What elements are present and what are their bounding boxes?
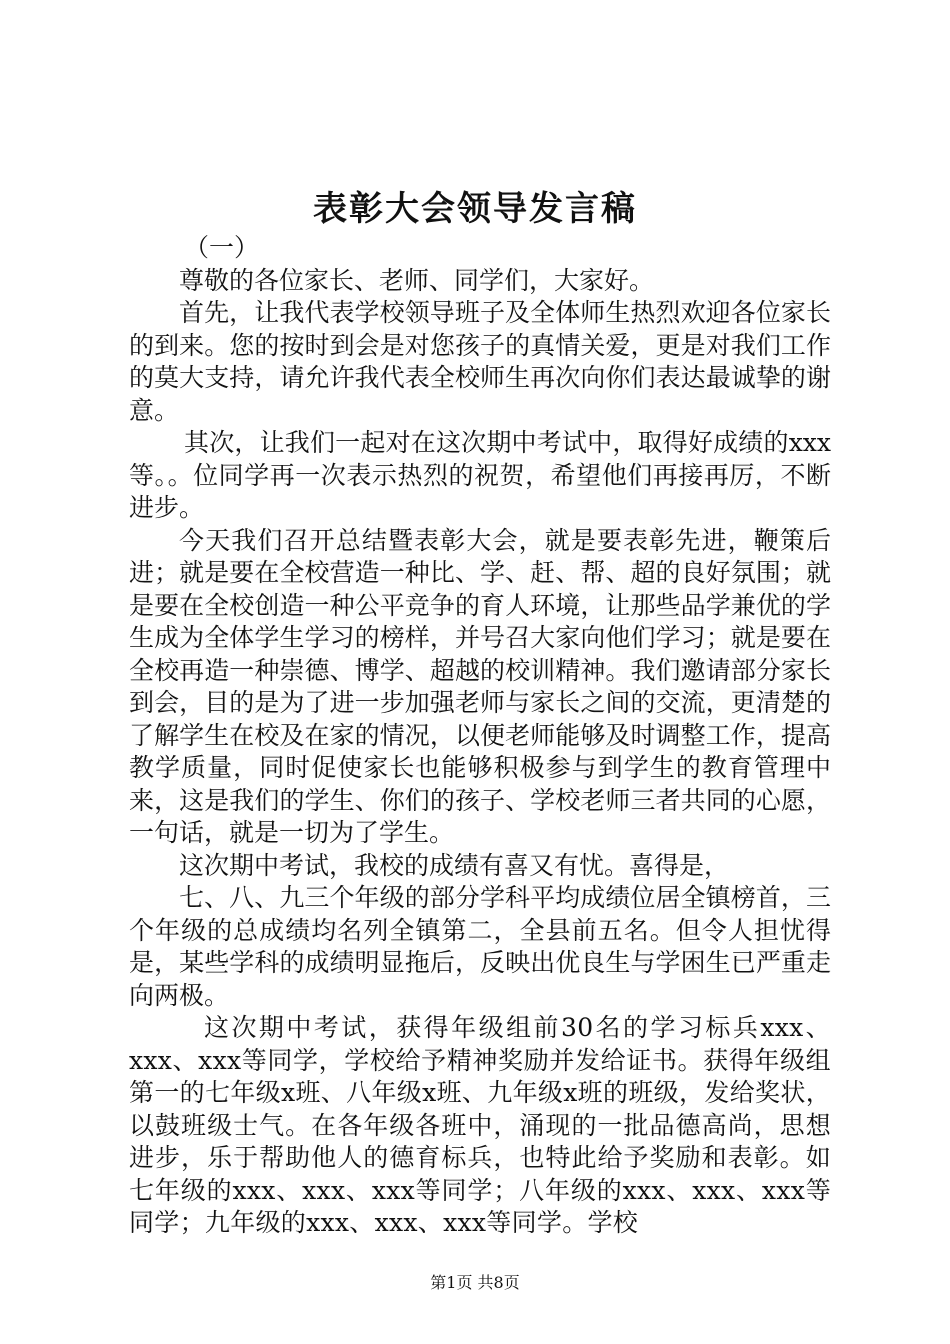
document-body xyxy=(129,232,831,1240)
body-paragraph: 今天我们召开总结暨表彰大会，就是要表彰先进，鞭策后进；就是要在全校营造一种比、学、赶、帮、超的良好氛围；就是要在全校创造一种公平竞争的育人环境，让那些品学兼优的学生成为全体学生学习的榜样，并号召大家向他们学习；就是要在全校再造一种崇德、博学、超越的校训精神。我们邀请部分家长到会，目的是为了进一步加强老师与家长之间的交流，更清楚的了解学生在校及在家的情况，以便老师能够及时调整工作，提高教学质量，同时促使家长也能够积极参与到学生的教育管理中来，这是我们的学生、你们的孩子、学校老师三者共同的心愿，一句话，就是一切为了学生。 xyxy=(129,525,831,847)
body-paragraph: 其次，让我们一起对在这次期中考试中，取得好成绩的xxx等。。位同学再一次表示热烈的祝贺，希望他们再接再厉，不断进步。 xyxy=(129,428,831,522)
greeting-paragraph: 尊敬的各位家长、老师、同学们，大家好。 xyxy=(179,265,655,295)
document-title: 表彰大会领导发言稿 xyxy=(313,189,637,229)
section-marker: （一） xyxy=(184,233,260,262)
body-paragraph: 这次期中考试，我校的成绩有喜又有忧。喜得是， xyxy=(179,850,730,880)
body-paragraph: 首先，让我代表学校领导班子及全体师生热烈欢迎各位家长的到来。您的按时到会是对您孩子的真情关爱，更是对我们工作的莫大支持，请允许我代表全校师生再次向你们表达最诚挚的谢意。 xyxy=(129,298,831,425)
body-paragraph: 这次期中考试，获得年级组前30名的学习标兵xxx、xxx、xxx等同学，学校给予精神奖励并发给证书。获得年级组第一的七年级x班、八年级x班、九年级x班的班级，发给奖状，以鼓班级士气。在各年级各班中，涌现的一批品德高尚，思想进步，乐于帮助他人的德育标兵，也特此给予奖励和表彰。如七年级的xxx、xxx、xxx等同学；八年级的xxx、xxx、xxx等同学；九年级的xxx、xxx、xxx等同学。学校 xyxy=(129,1013,831,1237)
page-footer: 第1页 共8页 xyxy=(430,1273,520,1292)
body-paragraph: 七、八、九三个年级的部分学科平均成绩位居全镇榜首，三个年级的总成绩均名列全镇第二，全县前五名。但令人担忧得是，某些学科的成绩明显拖后，反映出优良生与学困生已严重走向两极。 xyxy=(129,883,831,1010)
